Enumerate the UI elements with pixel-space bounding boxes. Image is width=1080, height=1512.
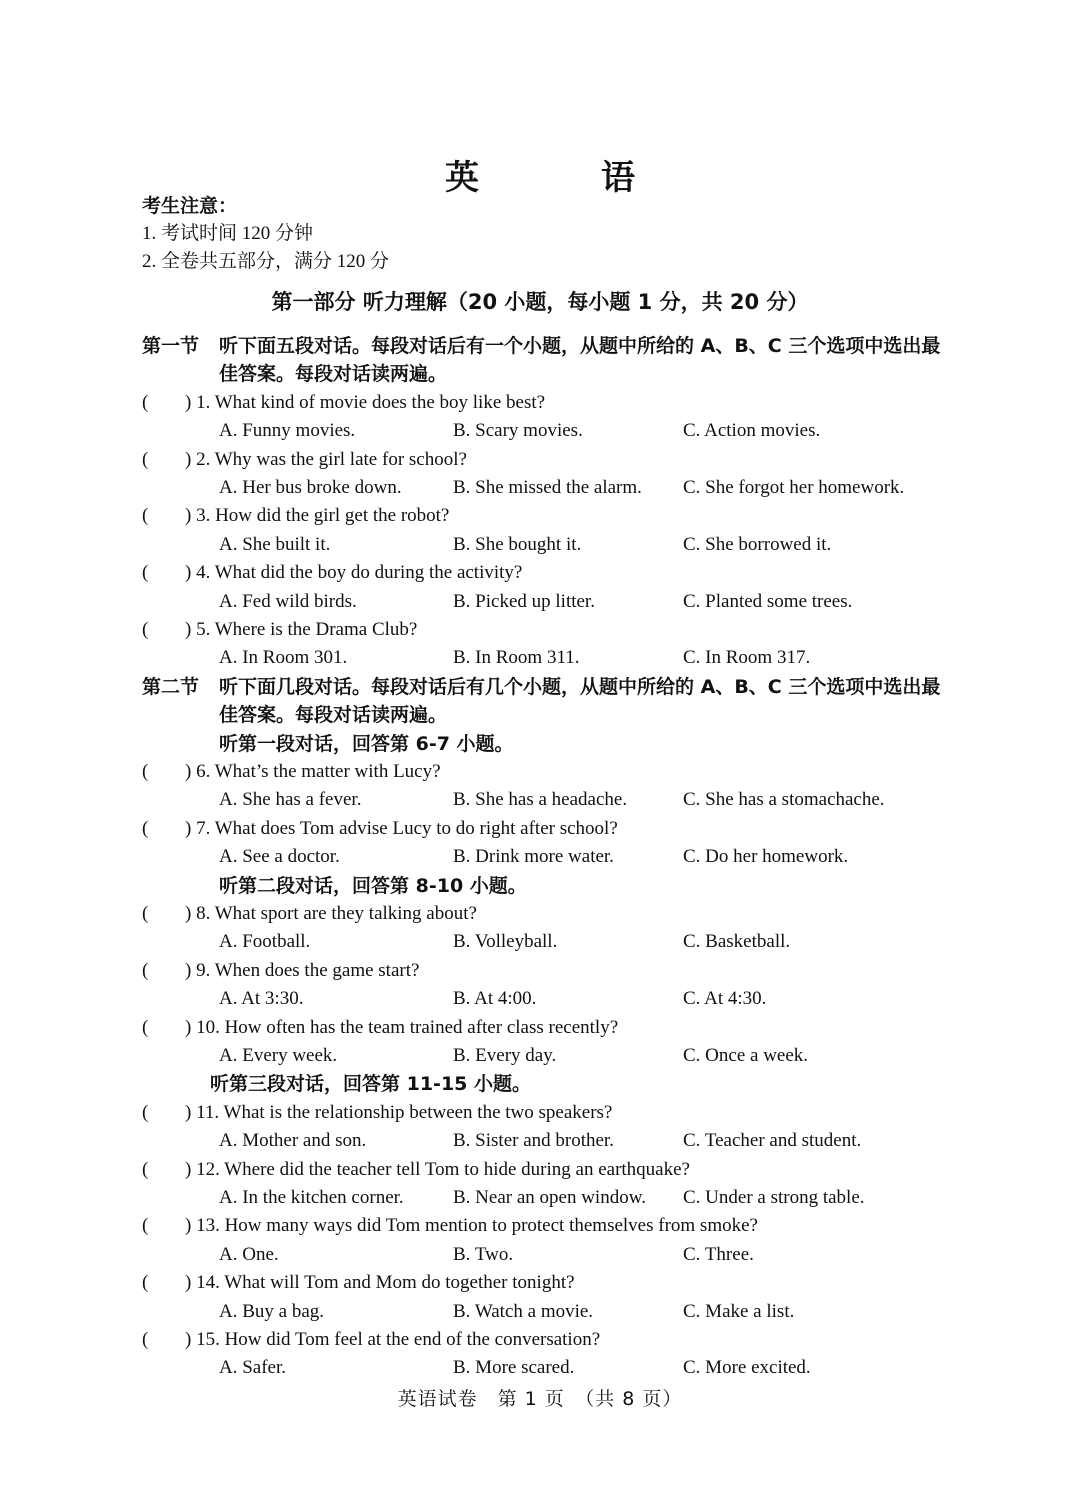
question-stem: ) 9. When does the game start? [185, 959, 420, 981]
question [142, 559, 942, 587]
answer-blank[interactable]: ( [142, 391, 149, 413]
option-c: C. She forgot her homework. [683, 477, 905, 499]
option-a: A. In the kitchen corner. [219, 1187, 404, 1209]
question [142, 1014, 942, 1042]
option-c: C. She has a stomachache. [683, 789, 885, 811]
options [142, 588, 942, 616]
part-one-title: 第一部分 听力理解（20 小题，每小题 1 分，共 20 分） [271, 290, 809, 314]
option-a: A. One. [219, 1243, 279, 1265]
option-a: A. Mother and son. [219, 1130, 367, 1152]
question [142, 1156, 942, 1184]
question-stem: ) 2. Why was the girl late for school? [185, 448, 467, 470]
exam-title: 英 语 [445, 158, 679, 198]
option-b: B. She has a headache. [453, 789, 628, 811]
option-b: B. Sister and brother. [453, 1130, 614, 1152]
option-a: A. Buy a bag. [219, 1300, 325, 1322]
options [142, 786, 942, 814]
dialogue-subheading: 听第二段对话，回答第 8-10 小题。 [219, 874, 527, 897]
answer-blank[interactable]: ( [142, 1101, 149, 1123]
option-c: C. Teacher and student. [683, 1130, 862, 1152]
option-c: C. Do her homework. [683, 846, 849, 868]
section-two-instructions [142, 673, 942, 730]
question [142, 502, 942, 530]
question [142, 758, 942, 786]
question [142, 616, 942, 644]
option-a: A. At 3:30. [219, 988, 304, 1010]
question [142, 1212, 942, 1240]
answer-blank[interactable]: ( [142, 761, 149, 783]
option-c: C. In Room 317. [683, 647, 811, 669]
answer-blank[interactable]: ( [142, 562, 149, 584]
question [142, 815, 942, 843]
option-a: A. Her bus broke down. [219, 477, 402, 499]
option-b: B. At 4:00. [453, 988, 537, 1010]
answer-blank[interactable]: ( [142, 505, 149, 527]
answer-blank[interactable]: ( [142, 1272, 149, 1294]
answer-blank[interactable]: ( [142, 903, 149, 925]
section-text: 听下面几段对话。每段对话后有几个小题，从题中所给的 A、B、C 三个选项中选出最 [219, 675, 941, 698]
question [142, 1099, 942, 1127]
answer-blank[interactable]: ( [142, 1016, 149, 1038]
options [142, 417, 942, 445]
option-b: B. Watch a movie. [453, 1300, 594, 1322]
question-stem: ) 3. How did the girl get the robot? [185, 505, 450, 527]
option-a: A. Safer. [219, 1357, 287, 1379]
question [142, 446, 942, 474]
answer-blank[interactable]: ( [142, 1158, 149, 1180]
option-b: B. Near an open window. [453, 1187, 646, 1209]
options [142, 1184, 942, 1212]
question-stem: ) 1. What kind of movie does the boy like best? [185, 391, 546, 413]
section-one-instructions [142, 332, 942, 389]
options [142, 531, 942, 559]
option-b: B. Two. [453, 1243, 514, 1265]
answer-blank[interactable]: ( [142, 1215, 149, 1237]
options [142, 843, 942, 871]
dialogue-subheading: 听第三段对话，回答第 11-15 小题。 [210, 1073, 531, 1096]
option-a: A. Every week. [219, 1045, 338, 1067]
option-c: C. Basketball. [683, 931, 791, 953]
section-text: 佳答案。每段对话读两遍。 [219, 363, 448, 386]
option-b: B. More scared. [453, 1357, 575, 1379]
option-c: C. She borrowed it. [683, 533, 832, 555]
question-stem: ) 6. What’s the matter with Lucy? [185, 761, 441, 783]
options [142, 928, 942, 956]
question [142, 900, 942, 928]
option-a: A. See a doctor. [219, 846, 340, 868]
question-stem: ) 10. How often has the team trained after class recently? [185, 1016, 619, 1038]
question-stem: ) 4. What did the boy do during the activity? [185, 562, 523, 584]
option-c: C. Under a strong table. [683, 1187, 865, 1209]
option-a: A. She built it. [219, 533, 331, 555]
option-a: A. She has a fever. [219, 789, 362, 811]
question-stem: ) 8. What sport are they talking about? [185, 903, 477, 925]
page-footer: 英语试卷 第 1 页 （共 8 页） [397, 1388, 683, 1410]
option-c: C. Action movies. [683, 420, 821, 442]
option-b: B. Picked up litter. [453, 590, 595, 612]
option-b: B. Drink more water. [453, 846, 614, 868]
options [142, 1241, 942, 1269]
option-a: A. Football. [219, 931, 311, 953]
question-stem: ) 5. Where is the Drama Club? [185, 619, 418, 640]
option-a: A. Fed wild birds. [219, 590, 357, 612]
question [142, 389, 942, 417]
section-text: 佳答案。每段对话读两遍。 [219, 704, 448, 727]
option-c: C. Once a week. [683, 1045, 809, 1067]
option-b: B. She missed the alarm. [453, 477, 642, 499]
options [142, 985, 942, 1013]
answer-blank[interactable]: ( [142, 619, 149, 640]
question [142, 1326, 942, 1354]
option-b: B. Scary movies. [453, 420, 583, 442]
options [142, 1042, 942, 1070]
question-stem: ) 7. What does Tom advise Lucy to do right after school? [185, 817, 618, 839]
option-b: B. She bought it. [453, 533, 582, 555]
candidate-notice [142, 192, 389, 276]
options [142, 1298, 942, 1326]
option-c: C. Three. [683, 1243, 754, 1265]
options [142, 1127, 942, 1155]
question-stem: ) 11. What is the relationship between the two speakers? [185, 1101, 613, 1123]
option-b: B. In Room 311. [453, 647, 580, 669]
answer-blank[interactable]: ( [142, 817, 149, 839]
question-stem: ) 14. What will Tom and Mom do together tonight? [185, 1272, 575, 1294]
option-b: B. Volleyball. [453, 931, 558, 953]
option-c: C. More excited. [683, 1357, 811, 1379]
section-name: 第一节 [142, 335, 200, 357]
notice-item: 1. 考试时间 120 分钟 [142, 223, 314, 244]
question-stem: ) 13. How many ways did Tom mention to protect themselves from smoke? [185, 1215, 758, 1237]
dialogue-subheading: 听第一段对话，回答第 6-7 小题。 [219, 732, 514, 755]
notice-item: 2. 全卷共五部分，满分 120 分 [142, 251, 390, 272]
option-c: C. At 4:30. [683, 988, 767, 1010]
answer-blank[interactable]: ( [142, 959, 149, 981]
question [142, 957, 942, 985]
options [142, 644, 942, 672]
options [142, 474, 942, 502]
notice-heading: 考生注意： [142, 195, 238, 217]
option-b: B. Every day. [453, 1045, 557, 1067]
option-a: A. Funny movies. [219, 420, 356, 442]
question-stem: ) 12. Where did the teacher tell Tom to hide during an earthquake? [185, 1158, 690, 1180]
options [142, 1354, 942, 1382]
answer-blank[interactable]: ( [142, 448, 149, 470]
question [142, 1269, 942, 1297]
option-a: A. In Room 301. [219, 647, 348, 669]
question-stem: ) 15. How did Tom feel at the end of the conversation? [185, 1329, 601, 1350]
section-name: 第二节 [142, 675, 200, 698]
section-text: 听下面五段对话。每段对话后有一个小题，从题中所给的 A、B、C 三个选项中选出最 [219, 335, 941, 357]
answer-blank[interactable]: ( [142, 1329, 149, 1350]
option-c: C. Planted some trees. [683, 590, 853, 612]
questions-area [142, 332, 942, 1383]
option-c: C. Make a list. [683, 1300, 795, 1322]
